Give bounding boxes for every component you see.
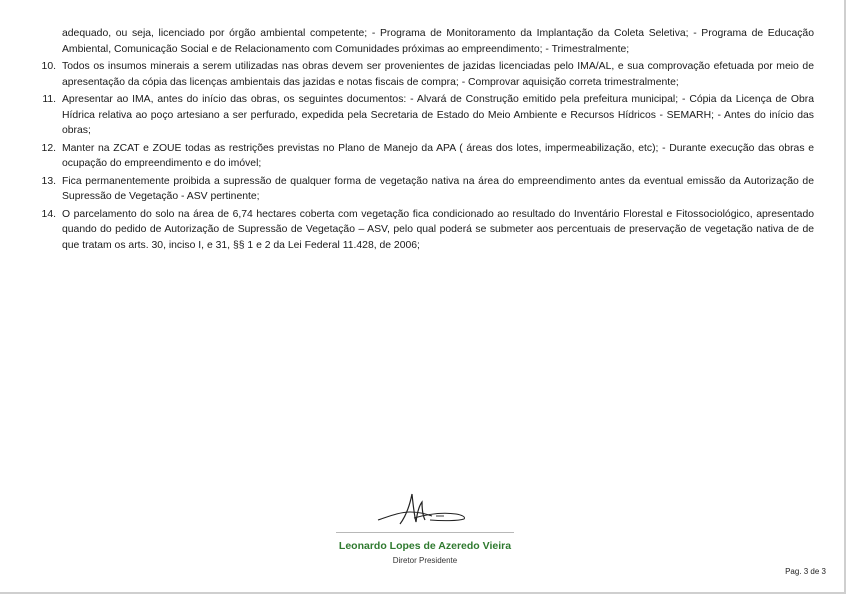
list-item — [36, 92, 814, 139]
list-item — [36, 207, 814, 254]
item-text: Apresentar ao IMA, antes do início das obras, os seguintes documentos: - Alvará de Construção emitido pela prefeitura municipal; - Cópia da Licença de Obra Hídrica relativa ao poço artesiano a ser perfurado, expedida pela Secretaria de Estado do Meio Ambiente e Recursos Hídricos - SEMARH; - Antes do início das obras; — [62, 94, 814, 136]
item-number: 10. — [41, 61, 56, 72]
list-item — [36, 174, 814, 205]
signer-name: Leonardo Lopes de Azeredo Vieira — [338, 540, 512, 552]
signer-title: Diretor Presidente — [392, 556, 458, 565]
item-number: 13. — [41, 175, 56, 187]
item-text: Todos os insumos minerais a serem utilizadas nas obras devem ser provenientes de jazidas licenciadas pelo IMA/AL, e sua comprovação efetuada por meio de apresentação da cópia das licenças ambientais das jazidas e notas fiscais de compra; - Comprovar aquisição correta trimestralmente; — [62, 61, 814, 88]
item-text: Fica permanentemente proibida a supressão de qualquer forma de vegetação nativa na área do empreendimento antes da eventual emissão da Autorização de Supressão de Vegetação - ASV pertinente; — [62, 175, 814, 202]
item-text: O parcelamento do solo na área de 6,74 hectares coberta com vegetação fica condicionado ao resultado do Inventário Florestal e Fitossociológico, apresentado quando do pedido de Autorização de Supressão de Vegetação – ASV, pelo qual poderá se submeter aos percentuais de preservação de vegetação nativa de de que tratam os arts. 30, inciso I, e 31, §§ 1 e 2 da Lei Federal 11.428, de 2006; — [62, 208, 814, 251]
signature-line — [336, 532, 514, 533]
page-number: Pag. 3 de 3 — [785, 567, 826, 576]
item-number: 11. — [42, 94, 56, 105]
item-text: Manter na ZCAT e ZOUE todas as restrições previstas no Plano de Manejo da APA ( áreas dos lotes, impermeabilização, etc); - Durante execução das obras e ocupação do empreendimento e do imóvel; — [62, 142, 814, 169]
item-number: 14. — [41, 208, 56, 220]
item-number: 12. — [41, 142, 56, 154]
document-body — [36, 26, 814, 255]
handwritten-signature — [370, 490, 480, 530]
list-item — [36, 59, 814, 90]
list-item — [36, 141, 814, 172]
continuation-paragraph: adequado, ou seja, licenciado por órgão ambiental competente; - Programa de Monitoramento da Implantação da Coleta Seletiva; - Programa de Educação Ambiental, Comunicação Social e de Relacionamento com Comunidades próximas ao empreendimento; - Trimestralmente; — [62, 28, 814, 55]
signature-block — [336, 490, 514, 565]
